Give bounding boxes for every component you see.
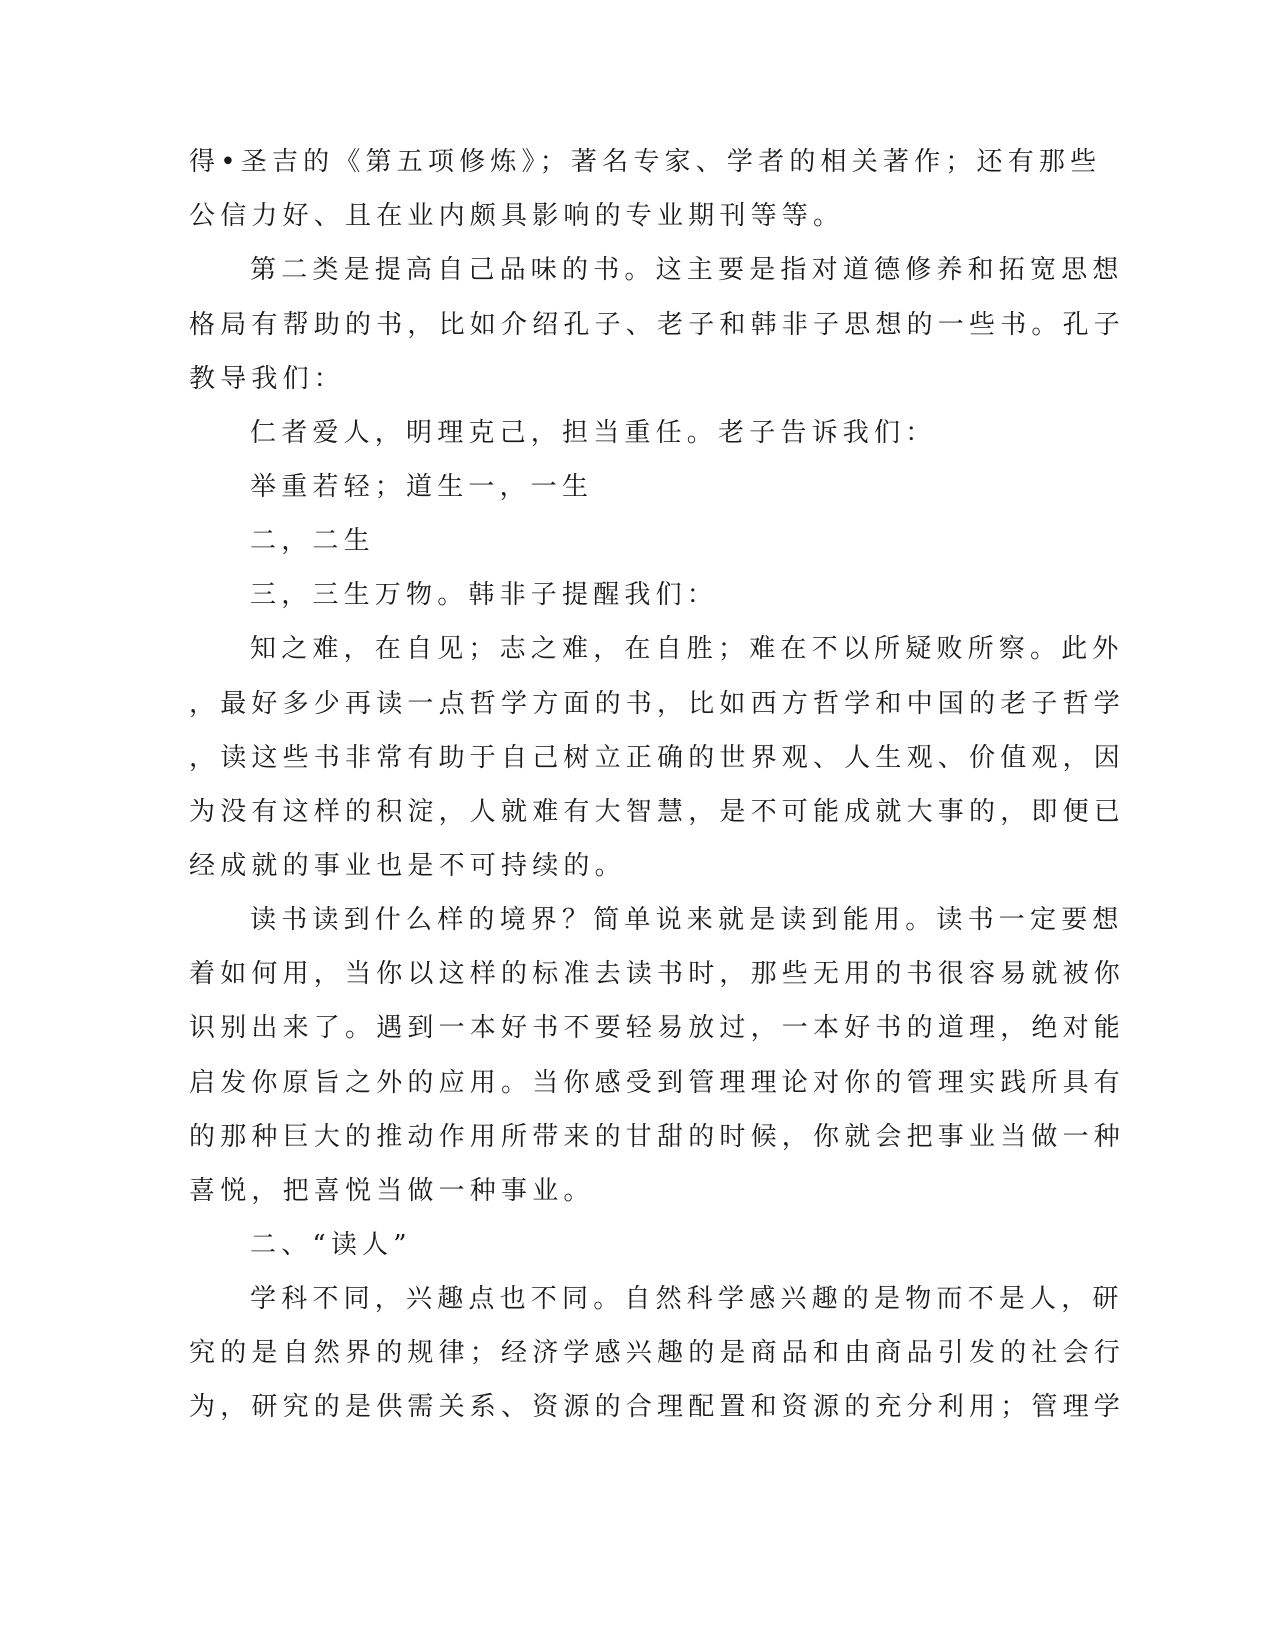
text-line: 学科不同，兴趣点也不同。自然科学感兴趣的是物而不是人，研 [250, 1284, 1124, 1314]
text-line: 为没有这样的积淀，人就难有大智慧，是不可能成就大事的，即便已 [189, 797, 1126, 827]
text-line: 喜悦，把喜悦当做一种事业。 [189, 1176, 595, 1206]
text-line: ，读这些书非常有助于自己树立正确的世界观、人生观、价值观，因 [189, 743, 1126, 773]
text-line: ，最好多少再读一点哲学方面的书，比如西方哲学和中国的老子哲学 [189, 689, 1126, 719]
text-line: 知之难，在自见；志之难，在自胜；难在不以所疑败所察。此外 [250, 634, 1124, 664]
text-line: 读书读到什么样的境界？简单说来就是读到能用。读书一定要想 [250, 905, 1124, 935]
text-line: 启发你原旨之外的应用。当你感受到管理理论对你的管理实践所具有 [189, 1068, 1126, 1098]
text-line: 究的是自然界的规律；经济学感兴趣的是商品和由商品引发的社会行 [189, 1338, 1126, 1368]
text-line: 第二类是提高自己品味的书。这主要是指对道德修养和拓宽思想 [250, 255, 1124, 285]
text-line: 的那种巨大的推动作用所带来的甘甜的时候，你就会把事业当做一种 [189, 1122, 1126, 1152]
text-line: 经成就的事业也是不可持续的。 [189, 851, 626, 881]
text-line: 着如何用，当你以这样的标准去读书时，那些无用的书很容易就被你 [189, 959, 1126, 989]
text-line: 教导我们： [189, 364, 346, 394]
text-line: 格局有帮助的书，比如介绍孔子、老子和韩非子思想的一些书。孔子 [189, 310, 1126, 340]
text-line: 仁者爱人，明理克己，担当重任。老子告诉我们： [250, 418, 937, 448]
text-line: 识别出来了。遇到一本好书不要轻易放过，一本好书的道理，绝对能 [189, 1013, 1126, 1043]
text-line: 二，二生 [250, 526, 375, 556]
text-line: 三，三生万物。韩非子提醒我们： [250, 580, 719, 610]
text-line: 得•圣吉的《第五项修炼》；著名专家、学者的相关著作；还有那些 [189, 147, 1102, 177]
text-line: 举重若轻；道生一，一生 [250, 472, 594, 502]
text-line: 为，研究的是供需关系、资源的合理配置和资源的充分利用；管理学 [189, 1392, 1126, 1422]
section-heading: 二、“读人” [250, 1230, 412, 1260]
text-line: 公信力好、且在业内颇具影响的专业期刊等等。 [189, 201, 845, 231]
